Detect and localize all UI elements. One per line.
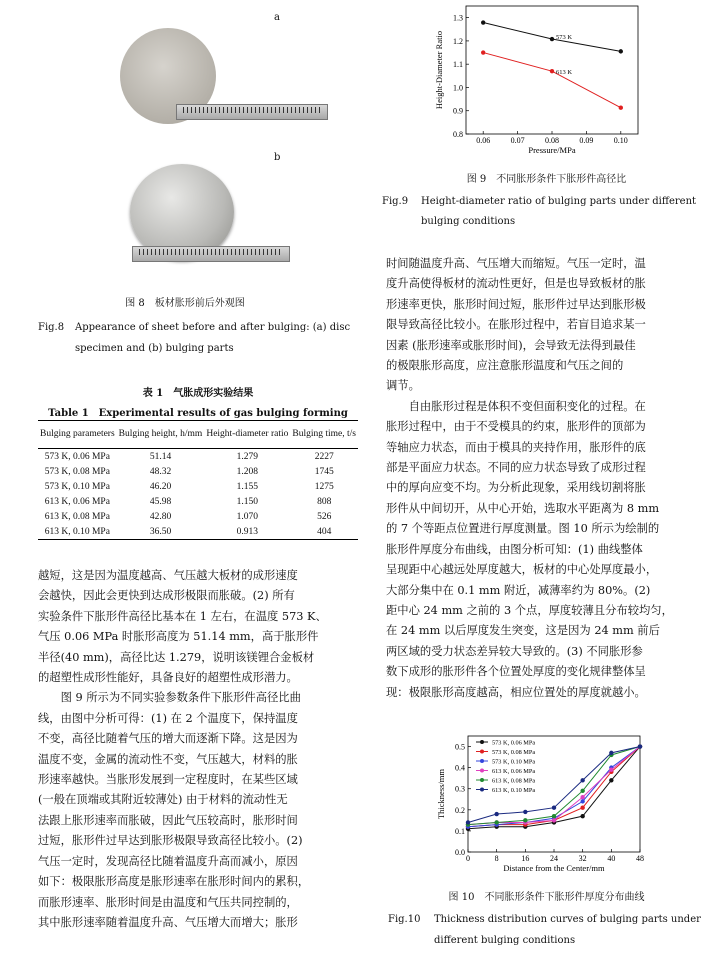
- data-point: [580, 795, 584, 799]
- data-point: [550, 37, 554, 41]
- data-point: [523, 818, 527, 822]
- legend-label: 573 K, 0.10 MPa: [492, 758, 536, 766]
- data-point: [580, 789, 584, 793]
- x-tick-label: 0.10: [613, 136, 628, 145]
- data-point: [609, 778, 613, 782]
- data-point: [609, 751, 613, 755]
- table-cell: 36.50: [149, 526, 172, 537]
- table-cell: 573 K, 0.08 MPa: [44, 466, 110, 477]
- data-point: [466, 820, 470, 824]
- legend-marker: [480, 759, 484, 763]
- y-tick-label: 0.9: [453, 106, 463, 116]
- table-cell: 1.155: [236, 481, 259, 492]
- y-tick-label: 0.4: [455, 763, 465, 773]
- legend-label: 613 K, 0.08 MPa: [492, 777, 536, 785]
- panel-label-b: b: [274, 152, 281, 163]
- legend-label: 573 K, 0.06 MPa: [492, 739, 536, 747]
- table-cell: 613 K, 0.10 MPa: [44, 526, 110, 537]
- table-cell: 46.20: [149, 481, 172, 492]
- table-cell: 42.80: [149, 511, 172, 522]
- table-cell: 0.913: [236, 526, 259, 537]
- data-point: [580, 778, 584, 782]
- y-tick-label: 0.1: [455, 826, 465, 836]
- fig10-caption-en-line2: different bulging conditions: [434, 935, 576, 946]
- table-cell: 1.150: [236, 496, 259, 507]
- data-point: [619, 49, 623, 53]
- x-axis-label: Pressure/MPa: [528, 145, 576, 155]
- table-cell: 1.070: [236, 511, 259, 522]
- fig9-caption-cn: 图 9 不同胀形条件下胀形件高径比: [466, 174, 627, 185]
- x-tick-label: 8: [494, 854, 499, 863]
- y-tick-label: 0.0: [455, 848, 465, 857]
- table-cell: 2227: [314, 451, 334, 462]
- series-label: 613 K: [556, 69, 573, 77]
- table-row: [38, 449, 358, 465]
- fig10-caption-en-line1: Thickness distribution curves of bulging parts under: [434, 914, 701, 925]
- y-tick-label: 1.1: [453, 60, 463, 70]
- legend-marker: [480, 778, 484, 782]
- table-title-cn: 表 1 气胀成形实验结果: [142, 388, 254, 399]
- legend-marker: [480, 788, 484, 792]
- table-cell: 404: [317, 526, 332, 537]
- data-point: [550, 69, 554, 73]
- table-cell: 526: [317, 511, 332, 522]
- x-tick-label: 48: [636, 854, 644, 863]
- panel-label-a: a: [274, 12, 280, 23]
- series-line: [483, 53, 621, 108]
- data-point: [523, 810, 527, 814]
- fig8-caption-en-line2: specimen and (b) bulging parts: [75, 343, 234, 354]
- right-column-text: 时间随温度升高、气压增大而缩短。气压一定时，温 度升高使得板材的流动性更好，但是也导致板材的胀 形速率更快，胀形时间过短，胀形件过早达到胀形极 限导致高径比较小。在胀形过程中，若盲目追求某一 因素 (胀形速率或胀形时间)，会导致无法得到最佳 的极限胀形高度，应注意胀形温度和气压之间的 调节。 自由胀形过程是体积不变但面积变化的过程。在 胀形过程中，由于不受模具的约束，胀形件的顶部为 等轴应力状态，而由于模具的夹持作用，胀形件的底 部是平面应力状态。不同的应力状态导致了成形过程 中的厚向应变不均。为分析此现象，采用线切割将胀 形件从中间切开，从中心开始，选取水平距离为 8 mm 的 7 个等距点位置进行厚度测量。图 10 所示为绘制的 胀形件厚度分布曲线，由图分析可知：(1) 曲线整体 呈现距中心越远处厚度越大，板材的中心处厚度最小， 大部分集中在 0.1 mm 附近，减薄率约为 80%。(2) 距中心 24 mm 之前的 3 个点，厚度较薄且分布较均匀， 在 24 mm 以后厚度发生突变，这是因为 24 mm 前后 两区域的受力状态差异较大导致的。(3) 不同胀形参 数下成形的胀形件各个位置处厚度的变化规律整体呈 现：极限胀形高度越高，相应位置处的厚度就越小。: [386, 257, 673, 699]
- fig10-caption-cn: 图 10 不同胀形条件下胀形件厚度分布曲线: [448, 892, 645, 903]
- fig8-caption-en-line1: Appearance of sheet before and after bulging: (a) disc: [75, 322, 351, 333]
- data-point: [580, 806, 584, 810]
- data-point: [552, 818, 556, 822]
- data-point: [494, 820, 498, 824]
- steel-ruler: [176, 104, 328, 120]
- table-cell: 573 K, 0.06 MPa: [44, 451, 110, 462]
- legend-label: 613 K, 0.10 MPa: [492, 787, 536, 794]
- table-title-en: Table 1 Experimental results of gas bulging forming: [48, 408, 348, 419]
- fig9-chart: [428, 0, 648, 168]
- x-tick-label: 40: [607, 854, 616, 863]
- y-tick-label: 0.5: [455, 742, 465, 752]
- y-axis-label: Height-Diameter Ratio: [434, 30, 444, 110]
- x-axis-label: Distance from the Center/mm: [503, 863, 605, 873]
- fig9-caption-en-line1: Height-diameter ratio of bulging parts under different: [421, 196, 697, 207]
- fig9-caption-en-line2: bulging conditions: [421, 216, 516, 227]
- fig8-caption-cn: 图 8 板材胀形前后外观图: [125, 298, 245, 309]
- series-label: 573 K: [556, 34, 573, 42]
- x-tick-label: 0.06: [476, 136, 491, 145]
- table-row: [38, 479, 358, 494]
- y-axis-label: Thickness/mm: [436, 768, 446, 820]
- x-tick-label: 0.07: [510, 136, 525, 145]
- data-point: [609, 768, 613, 772]
- table-cell: 1745: [314, 466, 334, 477]
- table-header: Bulging time, t/s: [292, 429, 356, 439]
- table-row: [38, 494, 358, 509]
- data-point: [481, 50, 485, 54]
- x-tick-label: 24: [550, 854, 558, 863]
- data-point: [494, 812, 498, 816]
- table-row: [38, 524, 358, 540]
- legend-label: 573 K, 0.08 MPa: [492, 749, 536, 756]
- table-cell: 1275: [314, 481, 334, 492]
- fig10-caption-label: Fig.10: [388, 914, 421, 925]
- legend-marker: [480, 769, 484, 773]
- x-tick-label: 32: [578, 854, 587, 863]
- table-header: Bulging parameters: [40, 429, 115, 439]
- fig9-caption-label: Fig.9: [382, 196, 409, 207]
- results-table: [38, 420, 358, 540]
- x-tick-label: 16: [521, 854, 530, 863]
- x-tick-label: 0.09: [579, 136, 594, 145]
- steel-ruler: [132, 246, 290, 262]
- data-point: [580, 814, 584, 818]
- table-cell: 808: [317, 496, 332, 507]
- table-cell: 1.279: [236, 451, 259, 462]
- fig8-photo-a: [40, 8, 290, 138]
- table-row: [38, 509, 358, 524]
- y-tick-label: 1.2: [453, 36, 463, 46]
- table-header: Height-diameter ratio: [206, 429, 289, 439]
- legend-marker: [480, 740, 484, 744]
- table-row: [38, 464, 358, 479]
- table-cell: 613 K, 0.06 MPa: [44, 496, 110, 507]
- data-point: [552, 814, 556, 818]
- left-column-text: 越短，这是因为温度越高、气压越大板材的成形速度 会越快，因此会更快到达成形极限而胀破。(2) 所有 实验条件下胀形件高径比基本在 1 左右，在温度 573 K、 气压 0.06 MPa 时胀形高度为 51.14 mm，高于胀形件 半径(40 mm)，高径比达 1.279，说明该镁锂合金板材 的超塑性成形性能好，具备良好的超塑性成形潜力。 图 9 所示为不同实验参数条件下胀形件高径比曲 线，由图中分析可得：(1) 在 2 个温度下，保持温度 不变，高径比随着气压的增大而逐渐下降。这是因为 温度不变，金属的流动性不变，气压越大，材料的胀 形速率越快。当胀形发展到一定程度时，在某些区域 (一般在顶端或其附近较薄处) 由于材料的流动性无 法跟上胀形速率而胀破，因此气压较高时，胀形时间 过短，胀形件过早达到胀形极限导致高径比较小。(2) 气压一定时，发现高径比随着温度升高而减小，原因 如下：极限胀形高度是胀形速率在胀形时间内的累积， 而胀形速率、胀形时间是由温度和气压共同控制的， 其中胀形速率随着温度升高、气压增大而增大；胀形: [38, 569, 327, 929]
- table-cell: 573 K, 0.10 MPa: [44, 481, 110, 492]
- y-tick-label: 1.0: [453, 83, 463, 93]
- data-point: [580, 799, 584, 803]
- table-cell: 48.32: [149, 466, 172, 477]
- y-tick-label: 1.3: [453, 13, 463, 23]
- y-tick-label: 0.3: [455, 784, 465, 794]
- table-cell: 45.98: [149, 496, 172, 507]
- x-tick-label: 0: [466, 854, 470, 863]
- y-tick-label: 0.8: [453, 130, 463, 139]
- table-cell: 1.208: [236, 466, 259, 477]
- legend-label: 613 K, 0.06 MPa: [492, 768, 536, 775]
- data-point: [552, 806, 556, 810]
- legend-marker: [480, 750, 484, 754]
- table-header: Bulging height, h/mm: [118, 429, 203, 439]
- data-point: [638, 744, 642, 748]
- x-tick-label: 0.08: [545, 136, 559, 145]
- data-point: [619, 106, 623, 110]
- table-cell: 51.14: [149, 451, 172, 462]
- y-tick-label: 0.2: [455, 805, 465, 815]
- table-cell: 613 K, 0.08 MPa: [44, 511, 110, 522]
- fig8-caption-label: Fig.8: [38, 322, 65, 333]
- data-point: [481, 20, 485, 24]
- fig8-photo-b: [40, 148, 290, 278]
- fig10-chart: [436, 730, 654, 882]
